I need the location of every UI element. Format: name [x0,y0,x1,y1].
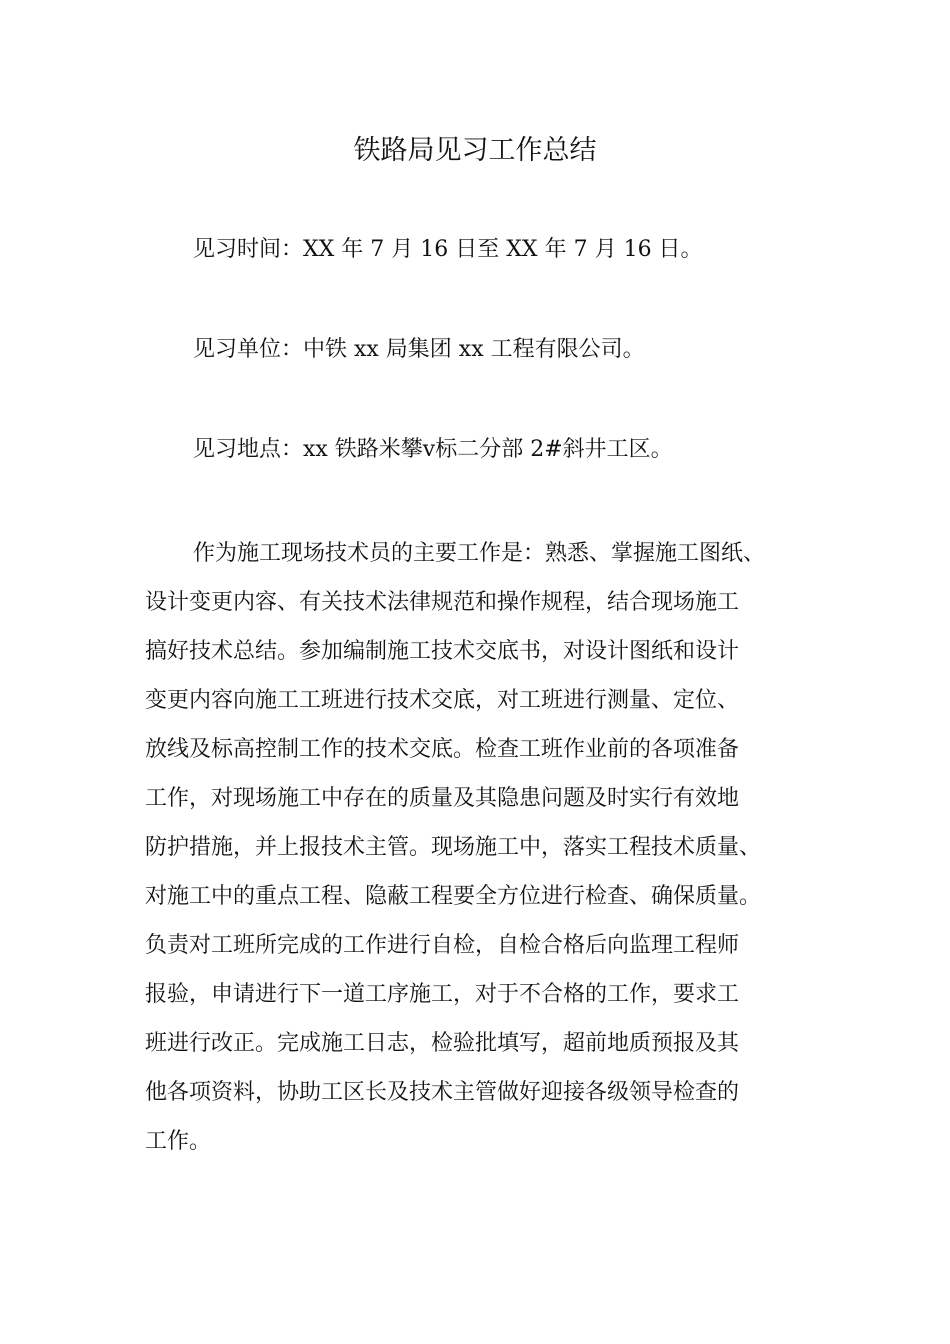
internship-unit: 见习单位：中铁 xx 局集团 xx 工程有限公司。 [193,337,645,362]
paragraph-line: 工作，对现场施工中存在的质量及其隐患问题及时实行有效地 [145,786,740,811]
paragraph-line: 他各项资料，协助工区长及技术主管做好迎接各级领导检查的 [145,1080,740,1105]
paragraph-line: 报验，申请进行下一道工序施工，对于不合格的工作，要求工 [145,982,740,1007]
body-paragraph [145,529,835,1166]
paragraph-line: 防护措施，并上报技术主管。现场施工中，落实工程技术质量、 [145,835,762,860]
paragraph-line: 搞好技术总结。参加编制施工技术交底书，对设计图纸和设计 [145,639,740,664]
paragraph-line: 对施工中的重点工程、隐蔽工程要全方位进行检查、确保质量。 [145,884,762,909]
paragraph-line: 设计变更内容、有关技术法律规范和操作规程，结合现场施工 [145,590,740,615]
paragraph-line: 班进行改正。完成施工日志，检验批填写，超前地质预报及其 [145,1031,740,1056]
paragraph-line: 变更内容向施工工班进行技术交底，对工班进行测量、定位、 [145,688,740,713]
paragraph-line: 工作。 [145,1129,212,1154]
paragraph-line: 放线及标高控制工作的技术交底。检查工班作业前的各项准备 [145,737,740,762]
document-title: 铁路局见习工作总结 [353,135,597,166]
internship-place: 见习地点：xx 铁路米攀ⅴ标二分部 2#斜井工区。 [193,437,673,462]
internship-time: 见习时间：XX 年 7 月 16 日至 XX 年 7 月 16 日。 [193,237,703,262]
paragraph-line: 作为施工现场技术员的主要工作是：熟悉、掌握施工图纸、 [193,541,766,566]
paragraph-line: 负责对工班所完成的工作进行自检，自检合格后向监理工程师 [145,933,740,958]
